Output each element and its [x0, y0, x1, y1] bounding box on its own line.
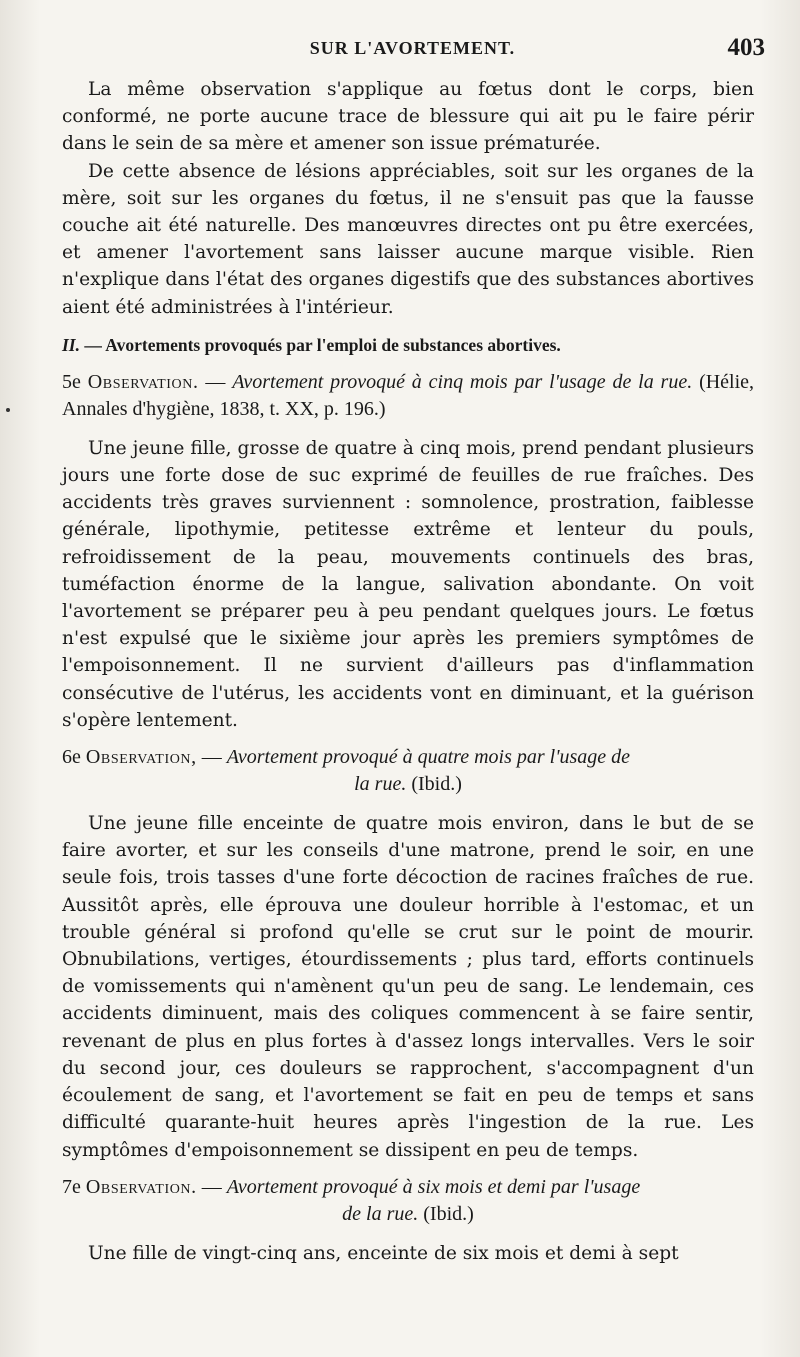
- running-head: SUR L'AVORTEMENT.: [309, 38, 516, 58]
- observation-text-7: Une fille de vingt-cinq ans, enceinte de six mois et demi à sept: [88, 1242, 679, 1264]
- observation-title-tail: [62, 1201, 754, 1228]
- observation-label: Observation.: [87, 370, 199, 393]
- observation-title-end: la rue.: [354, 773, 407, 796]
- observation-number: 5e: [62, 370, 81, 393]
- observation-title: Avortement provoqué à six mois et demi par l'usage: [226, 1175, 641, 1198]
- observation-number: 7e: [62, 1175, 81, 1198]
- observation-text-5: Une jeune fille, grosse de quatre à cinq mois, prend pendant plusieurs jours une forte dose de suc exprimé de feuilles de rue fraîches. Des accidents très graves surviennent : somnolence, prostration, faiblesse générale, lipothymie, petitesse extrême et lenteur du pouls, refroidissement de la peau, mouvements continuels des bras, tuméfaction énorme de la langue, salivation abondante. On voit l'avortement se préparer peu à peu pendant quelques jours. Le fœtus n'est expulsé que le sixième jour après les premiers symptômes de l'empoisonnement. Il ne survient d'ailleurs pas d'inflammation consécutive de l'utérus, les accidents vont en diminuant, et la guérison s'opère lentement.: [62, 437, 754, 731]
- observation-dash: —: [205, 370, 226, 393]
- section-number: II.: [62, 334, 80, 355]
- section-heading: [62, 333, 754, 357]
- observation-reference: (Ibid.): [411, 773, 462, 796]
- observation-dash: —: [201, 1175, 222, 1198]
- margin-dot: [6, 408, 10, 412]
- observation-label: Observation.: [85, 1175, 197, 1198]
- paragraph-intro-1: La même observation s'applique au fœtus dont le corps, bien conformé, ne porte aucune trace de blessure qui ait pu le faire périr dans le sein de sa mère et amener son issue prématurée.: [62, 79, 754, 155]
- observation-reference: (Hélie, Annales d'hygiène, 1838, t. XX, p. 196.): [62, 370, 755, 420]
- observation-title: Avortement provoqué à quatre mois par l'usage de: [226, 746, 631, 769]
- observation-title-tail: [62, 771, 754, 798]
- observation-dash: —: [201, 746, 222, 769]
- page-header: [60, 34, 765, 68]
- observation-title: Avortement provoqué à cinq mois par l'usage de la rue.: [232, 370, 693, 393]
- observation-heading-5: [62, 369, 754, 423]
- section-title-text: — Avortements provoqués par l'emploi de substances abortives.: [84, 334, 561, 355]
- observation-reference: (Ibid.): [423, 1202, 474, 1225]
- observation-title-end: de la rue.: [342, 1202, 419, 1225]
- page-body: [62, 76, 754, 1267]
- observation-label: Observation,: [85, 746, 197, 769]
- page-number: 403: [727, 34, 765, 61]
- observation-text-6: Une jeune fille enceinte de quatre mois environ, dans le but de se faire avorter, et sur les conseils d'une matrone, prend le soir, en une seule fois, trois tasses d'une forte décoction de racines fraîches de rue. Aussitôt après, elle éprouva une douleur horrible à l'estomac, et un trouble général si profond qu'elle se crut sur le point de mourir. Obnubilations, vertiges, étourdissements ; plus tard, efforts continuels de vomissements qui n'amènent qu'un peu de sang. Le lendemain, ces accidents diminuent, mais des coliques commencent à se faire sentir, revenant de plus en plus fortes à d'assez longs intervalles. Vers le soir du second jour, ces douleurs se rapprochent, s'accompagnent d'un écoulement de sang, et l'avortement se fait en peu de temps et sans difficulté quarante-huit heures après l'ingestion de la rue. Les symptômes d'empoisonnement se dissipent en peu de temps.: [62, 813, 754, 1161]
- paragraph-intro-2: De cette absence de lésions appréciables, soit sur les organes de la mère, soit sur les organes du fœtus, il ne s'ensuit pas que la fausse couche ait été naturelle. Des manœuvres directes ont pu être exercées, et amener l'avortement sans laisser aucune marque visible. Rien n'explique dans l'état des organes digestifs que des substances abortives aient été administrées à l'intérieur.: [62, 160, 754, 318]
- observation-number: 6e: [62, 746, 81, 769]
- observation-heading-7: [62, 1174, 754, 1228]
- observation-heading-6: [62, 744, 754, 798]
